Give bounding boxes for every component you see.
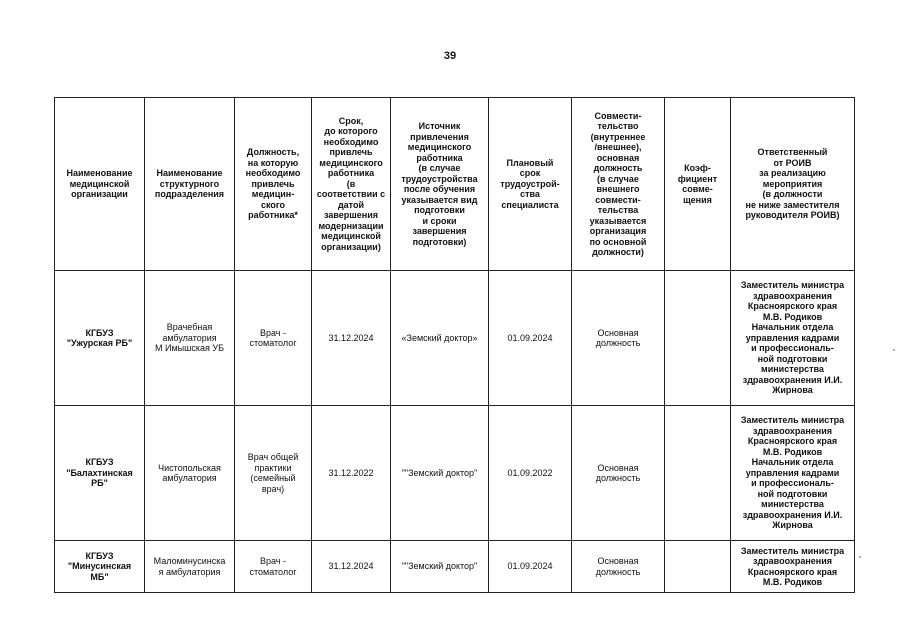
cell-source: ""Земский доктор": [391, 541, 489, 593]
cell-planned-date: 01.09.2022: [489, 406, 572, 541]
column-header-combination: Совмести- тельство (внутреннее /внешнее), основная должность (в случае внешнего совмести- тельства указывается организация по основной должности): [572, 98, 665, 271]
cell-coefficient: [665, 541, 731, 593]
cell-deadline: 31.12.2024: [312, 541, 391, 593]
column-header-source: Источник привлечения медицинского работника (в случае трудоустройства после обучения указывается вид подготовки и сроки завершения подготовки): [391, 98, 489, 271]
column-header-unit: Наименование структурного подразделения: [145, 98, 235, 271]
scan-speck: [893, 349, 895, 351]
cell-deadline: 31.12.2022: [312, 406, 391, 541]
cell-coefficient: [665, 406, 731, 541]
column-header-responsible: Ответственный от РОИВ за реализацию мероприятия (в должности не ниже заместителя руководителя РОИВ): [731, 98, 855, 271]
cell-organization: КГБУЗ "Минусинская МБ": [55, 541, 145, 593]
cell-source: «Земский доктор»: [391, 271, 489, 406]
cell-organization: КГБУЗ "Балахтинская РБ": [55, 406, 145, 541]
cell-unit: Маломинусинска я амбулатория: [145, 541, 235, 593]
column-header-coefficient: Коэф- фициент совме- щения: [665, 98, 731, 271]
cell-source: ""Земский доктор": [391, 406, 489, 541]
cell-responsible: Заместитель министра здравоохранения Красноярского края М.В. Родиков Начальник отдела управления кадрами и профессиональ- ной подготовки министерства здравоохранения И.И. Жирнова: [731, 271, 855, 406]
cell-combination: Основная должность: [572, 406, 665, 541]
cell-responsible: Заместитель министра здравоохранения Красноярского края М.В. Родиков: [731, 541, 855, 593]
staffing-table: [54, 97, 855, 593]
cell-unit: Чистопольская амбулатория: [145, 406, 235, 541]
cell-planned-date: 01.09.2024: [489, 271, 572, 406]
column-header-deadline: Срок, до которого необходимо привлечь медицинского работника (в соответствии с датой завершения модернизации медицинской организации): [312, 98, 391, 271]
cell-deadline: 31.12.2024: [312, 271, 391, 406]
column-header-planned-date: Плановый срок трудоустрой- ства специалиста: [489, 98, 572, 271]
cell-organization: КГБУЗ "Ужурская РБ": [55, 271, 145, 406]
cell-planned-date: 01.09.2024: [489, 541, 572, 593]
cell-combination: Основная должность: [572, 541, 665, 593]
table-row: [55, 271, 855, 406]
cell-coefficient: [665, 271, 731, 406]
cell-position: Врач - стоматолог: [235, 271, 312, 406]
cell-position: Врач общей практики (семейный врач): [235, 406, 312, 541]
table-row: [55, 406, 855, 541]
page-number: 39: [443, 50, 457, 62]
cell-responsible: Заместитель министра здравоохранения Красноярского края М.В. Родиков Начальник отдела управления кадрами и профессиональ- ной подготовки министерства здравоохранения И.И. Жирнова: [731, 406, 855, 541]
scan-speck: [859, 556, 861, 558]
cell-position: Врач - стоматолог: [235, 541, 312, 593]
column-header-organization: Наименование медицинской организации: [55, 98, 145, 271]
column-header-position: Должность, на которую необходимо привлечь медицин- ского работника*: [235, 98, 312, 271]
table-row: [55, 541, 855, 593]
table-header-row: [55, 98, 855, 271]
cell-unit: Врачебная амбулатория М Имышская УБ: [145, 271, 235, 406]
cell-combination: Основная должность: [572, 271, 665, 406]
